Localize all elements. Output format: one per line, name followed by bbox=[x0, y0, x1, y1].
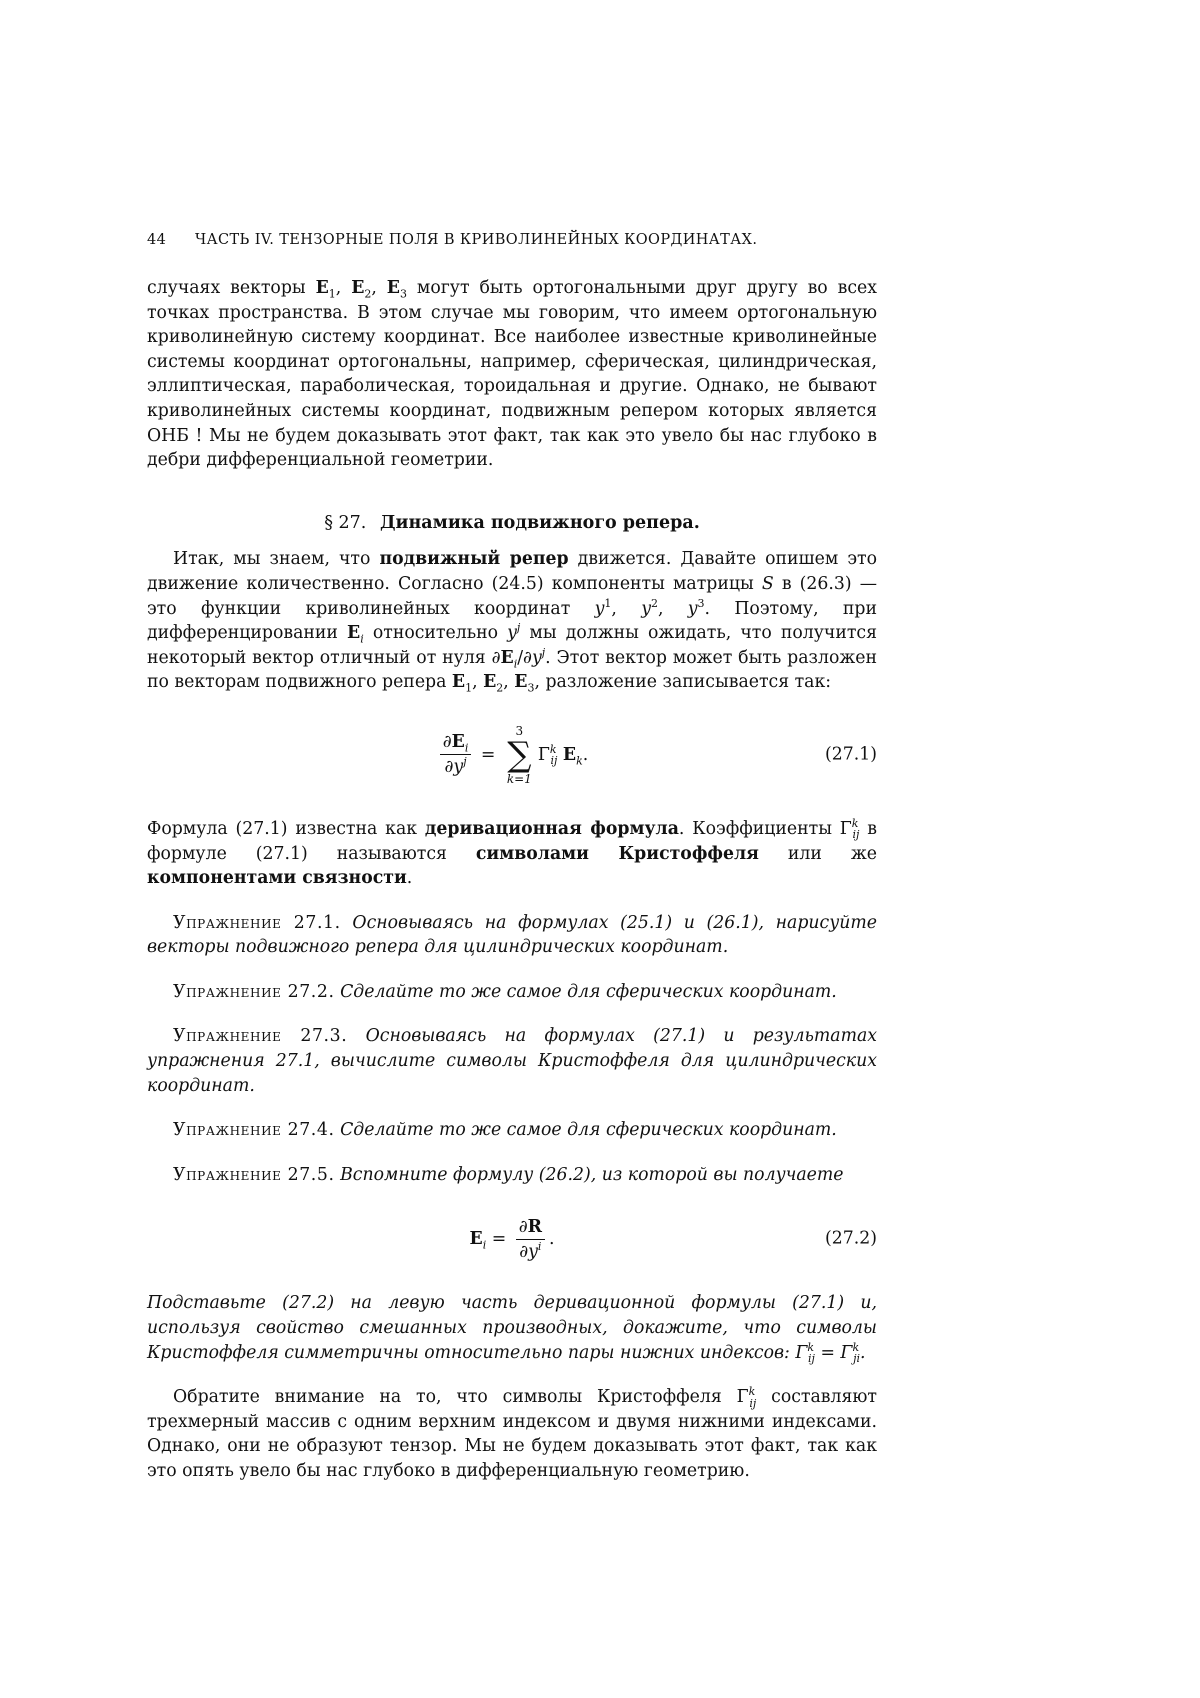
equation-number: (27.1) bbox=[825, 744, 877, 765]
paragraph-derivational-formula: Формула (27.1) известна как деривационная формула. Коэффициенты $\Gamma^k_{ij}$ в формуле (27.1) называются символами Кристоффеля или же компонентами связности. bbox=[147, 817, 878, 889]
paragraph-note: Обратите внимание на то, что символы Кристоффеля $\Gamma^k_{ij}$ составляют трехмерный массив с одним верхним индексом и двумя нижними индексами. Однако, они не образуют тензор. Мы не будем доказывать этот факт, так как это опять увело бы нас глубоко в дифференциальную геометрию. bbox=[147, 1385, 877, 1481]
page-body bbox=[147, 276, 877, 1484]
running-title: ЧАСТЬ IV. ТЕНЗОРНЫЕ ПОЛЯ В КРИВОЛИНЕЙНЫХ КООРДИНАТАХ. bbox=[195, 232, 758, 248]
equation-27-1: $\frac{\partial E_i}{\partial y^j}$ = 3 ∑ k=1 $\Gamma^k_{ij}$ $E_k$. (27.1) bbox=[147, 707, 877, 803]
equation-27-2: $E_i$ = $\frac{\partial R}{\partial y^i}$ . (27.2) bbox=[469, 1216, 877, 1262]
paragraph-moving-frame: Итак, мы знаем, что подвижный репер движется. Давайте опишем это движение количественно. Согласно (24.5) компоненты матрицы S в (26.3) — это функции криволинейных координат $y^1$, $y^2$, $y^3$. Поэтому, при дифференцировании $E_i$ относительно $y^j$ мы должны ожидать, что получится некоторый вектор отличный от нуля $\partial E_i/\partial y^j$. Этот вектор может быть разложен по векторам подвижного репера $E_1$, $E_2$, $E_3$, разложение записывается так: bbox=[147, 549, 878, 695]
paragraph-symmetry: Подставьте (27.2) на левую часть деривационной формулы (27.1) и, используя свойство смешанных производных, докажите, что символы Кристоффеля симметричны относительно пары нижних индексов: $\Gamma^k_{ij} = \Gamma^k_{ji}$. bbox=[147, 1293, 877, 1366]
exercise-27-1: Упражнение 27.1. Основываясь на формулах (25.1) и (26.1), нарисуйте векторы подвижного репера для цилиндрических координат. bbox=[147, 912, 878, 958]
section-heading: § 27. Динамика подвижного репера. bbox=[324, 512, 700, 533]
page-number: 44 bbox=[147, 232, 167, 248]
exercise-27-4: Упражнение 27.4. Сделайте то же самое для сферических координат. bbox=[173, 1120, 837, 1141]
equation-number: (27.2) bbox=[825, 1229, 877, 1250]
paragraph-continued: случаях векторы $E_1$, $E_2$, $E_3$ могут быть ортогональными друг другу во всех точках пространства. В этом случае мы говорим, что имеем ортогональную криволинейную систему координат. Все наиболее известные криволинейные системы координат ортогональны, например, сферическая, цилиндрическая, эллиптическая, параболическая, тороидальная и другие. Однако, не бывают криволинейных системы координат, подвижным репером которых является ОНБ ! Мы не будем доказывать этот факт, так как это увело бы нас глубоко в дебри дифференциальной геометрии. bbox=[147, 278, 877, 471]
exercise-27-5: Упражнение 27.5. Вспомните формулу (26.2), из которой вы получаете bbox=[173, 1164, 844, 1185]
running-header bbox=[147, 232, 867, 248]
exercise-27-2: Упражнение 27.2. Сделайте то же самое для сферических координат. bbox=[173, 981, 837, 1002]
exercise-27-3: Упражнение 27.3. Основываясь на формулах (27.1) и результатах упражнения 27.1, вычислите символы Кристоффеля для цилиндрических координат. bbox=[147, 1026, 878, 1096]
